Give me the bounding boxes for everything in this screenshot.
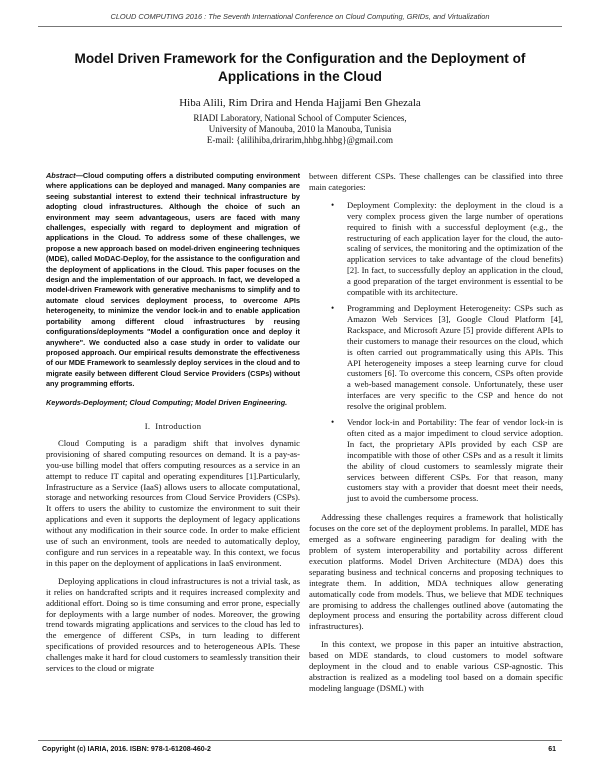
list-item <box>309 303 563 412</box>
paper-authors: Hiba Alili, Rim Drira and Henda Hajjami Ben Ghezala <box>179 97 421 109</box>
list-item-text: Vendor lock-in and Portability: The fear of vendor lock-in is often cited as a major impediment to cloud service adoption. In fact, the proprietary APIs provided by each CSP are incompatible with those of other CSPs and as a result it limits the ability of cloud customers to seamlessly migrate their services between different CSPs. For that reason, many customers stay with a provider that doesnt meet their needs, just to avoid the cumbersome process. <box>347 417 563 504</box>
affiliation-block <box>0 113 600 146</box>
bullet-icon: • <box>331 302 335 313</box>
list-item <box>309 200 563 298</box>
abstract-label: Abstract <box>46 171 76 180</box>
abstract-text: —Cloud computing offers a distributed computing environment where applications can be deployed and managed. Many companies are seeing substantial interest to extend their technical infrastructure by adopting cloud infrastructures. Although the choice of such an environment may seem advantageous, users are faced with many challenges, especially with regard to deployment and migration of applications in the Cloud. To address some of these challenges, we propose a new approach based on model-driven engineering techniques (MDE), called MoDAC-Deploy, for the assistance to the configuration and the deployment of applications in the Cloud. This paper focuses on the design and the implementation of our approach. In fact, we developed a model-driven Framework with generative mechanisms to simplify and to automate cloud services deployment process, to overcome APIs heterogeneity, to minimize the vendor lock-in and to enable application portability among different cloud infrastructures by reusing configurations/deployments "Model a configuration once and deploy it anywhere". We conducted also a case study in order to validate our proposed approach. Our empirical results demonstrate the effectiveness of our MDE Framework to seamlessly deploy services in the cloud and to migrate easily between different Cloud Service Providers (CSPs) without any programming efforts. <box>46 171 300 389</box>
intro-paragraph-2: Deploying applications in cloud infrastructures is not a trivial task, as it relies on handcrafted scripts and it requires increased complexity and additional effort. Doing so is time consuming and error prone, especially for deployments with a large number of nodes. Moreover, the growing trend towards migrating applications and services to the cloud has led to the emergence of different CSPs, in turn leading to different specifications of provided resources and to heterogeneous APIs. These challenges make it hard for cloud customers to seamlessly transition their services to the cloud or migrate <box>46 575 300 674</box>
list-item <box>309 417 563 504</box>
footer-rule <box>38 740 562 741</box>
affiliation-line: University of Manouba, 2010 la Manouba, Tunisia <box>208 124 392 134</box>
intro-paragraph-1: Cloud Computing is a paradigm shift that involves dynamic provisioning of shared computing resources on demand. It is a pay-as-you-use billing model that offers computing resources as a service in an attempt to reduce IT capital and operating expenditures [1].Particularly, Infrastructure as a Service (IaaS) allows users to allocate computational, storage and networking resources from Cloud Service Providers (CSPs). It offers to users the ability to customize the environment to suit their applications and even it supports the deployment of legacy applications without any modification in their source code. In order to make efficient use of such an environment, tools are needed to automatically deploy, configure and run services in a repeatable way. In this context, we focus in this paper on the deployment of applications in IaaS environment. <box>46 437 300 568</box>
list-item-text: Programming and Deployment Heterogeneity: CSPs such as Amazon Web Services [3], Google Cloud Platform [4], Rackspace, and Microsoft Azure [5] provide different APIs to their customers to manage their resources on the cloud, which is often carried out programmatically using this APIs. This API heterogeneity imposes a steep learning curve for cloud customers [6]. To overcome this concern, CSPs often provide a web-based management console. Unfortunately, these user interfaces are very specific to the CSP and hence do not resolve the original problem. <box>347 302 563 412</box>
challenges-list <box>309 200 563 504</box>
bullet-icon: • <box>331 417 335 428</box>
footer-copyright: Copyright (c) IARIA, 2016. ISBN: 978-1-61208-460-2 <box>42 746 211 753</box>
list-item-text: Deployment Complexity: the deployment in the cloud is a very complex process given the large number of operations required to finish with a successful deployment (e.g., the restructuring of each application layer for the cloud, the auto-scaling of services, the monitoring and the optimization of the application services to take advantage of the cloud benefits) [2]. In fact, to successfully deploy an application in the cloud, a good preparation of the target environment is essential to be compatible with its architecture. <box>347 199 563 298</box>
section-title: Introduction <box>155 420 202 431</box>
paper-title: Model Driven Framework for the Configuration and the Deployment of Applications in the Cloud <box>74 51 526 84</box>
running-header: CLOUD COMPUTING 2016 : The Seventh International Conference on Cloud Computing, GRIDs, and Virtualization <box>110 12 490 21</box>
body-paragraph: In this context, we propose in this paper an intuitive abstraction, based on MDE standards, to cloud customers to model software deployment in the cloud and to enable various CSP-agnostic. This abstraction is realized as a modeling tool based on a domain specific modeling language (DSML) with <box>309 639 563 693</box>
author-email: E-mail: {alilihiba,drirarim,hhbg.hhbg}@gmail.com <box>206 135 394 145</box>
bullet-icon: • <box>331 199 335 210</box>
header-rule <box>38 26 562 27</box>
body-paragraph: Addressing these challenges requires a framework that holistically focuses on the core set of the deployment problems. In parallel, MDE has emerged as a software engineering paradigm for dealing with the problem of system interoperability and portability across different execution platforms. Model Driven Architecture (MDA) does this separating business and technical concerns and proposing techniques to integrate them. In addition, MDA techniques allow generating automatically code from models. Thus, we believe that MDE techniques are promising to address the challenges outlined above (automating the deployment process and ensuring the portability across different cloud infrastructures). <box>309 512 563 632</box>
section-number: I. <box>144 420 151 431</box>
right-column <box>309 171 563 701</box>
page-number: 61 <box>548 746 556 753</box>
keywords: Keywords-Deployment; Cloud Computing; Model Driven Engineering. <box>46 397 288 407</box>
affiliation-line: RIADI Laboratory, National School of Computer Sciences, <box>193 113 407 123</box>
left-column <box>46 171 300 681</box>
challenges-intro: between different CSPs. These challenges can be classified into three main categories: <box>309 171 563 192</box>
abstract <box>46 171 300 390</box>
section-heading <box>46 421 300 431</box>
